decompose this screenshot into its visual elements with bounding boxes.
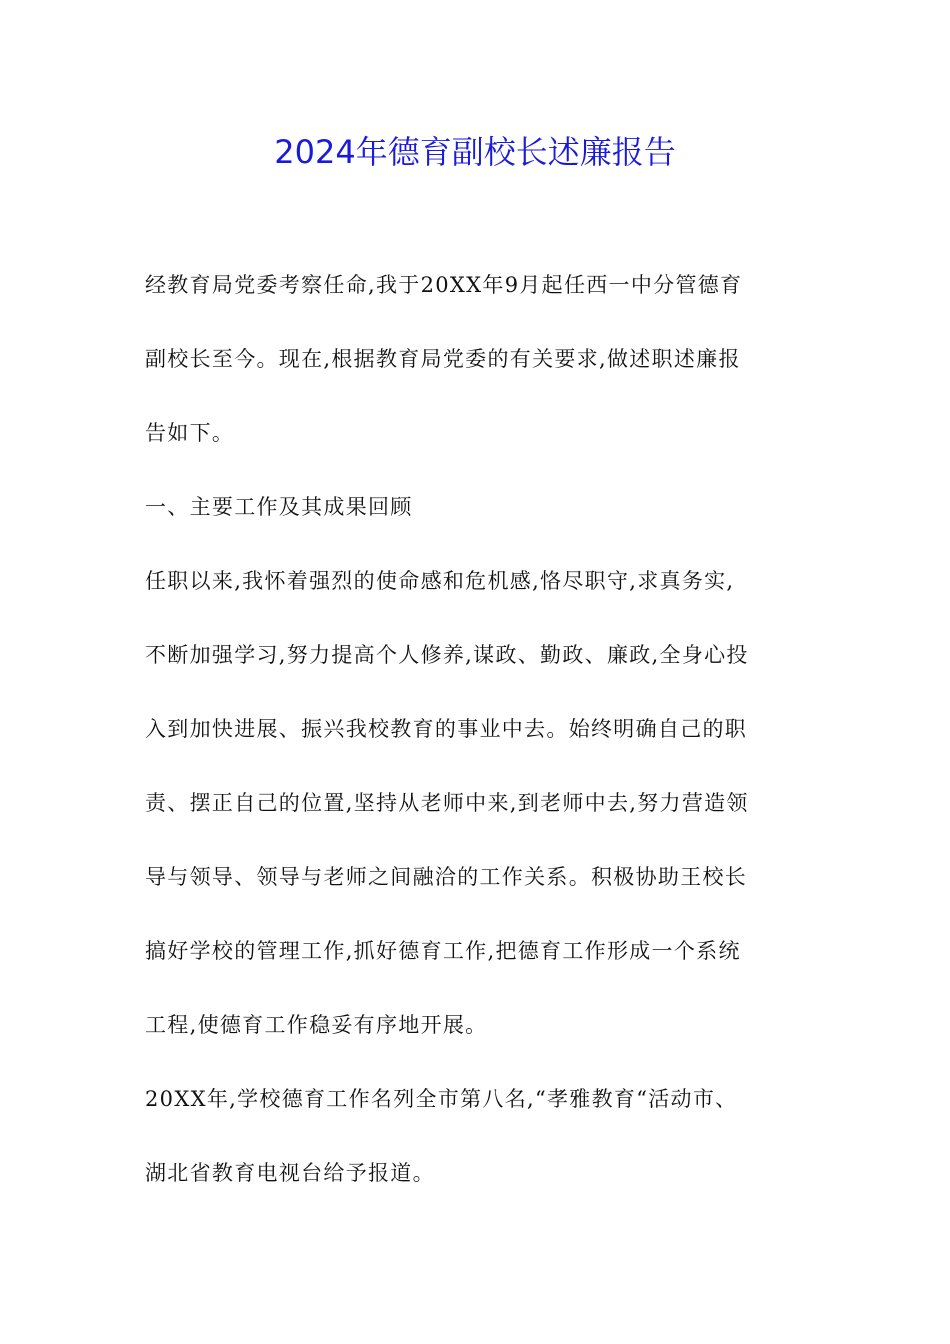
text-line: 工程,使德育工作稳妥有序地开展。 bbox=[145, 1013, 488, 1037]
text-line: 搞好学校的管理工作,抓好德育工作,把德育工作形成一个系统 bbox=[145, 939, 741, 963]
text-line: 副校长至今。现在,根据教育局党委的有关要求,做述职述廉报 bbox=[145, 347, 741, 371]
text-line: 任职以来,我怀着强烈的使命感和危机感,恪尽职守,求真务实, bbox=[145, 569, 735, 593]
document-title: 2024年德育副校长述廉报告 bbox=[274, 133, 676, 171]
text-line: 告如下。 bbox=[145, 421, 235, 445]
text-line: 湖北省教育电视台给予报道。 bbox=[145, 1161, 435, 1185]
text-line: 入到加快进展、振兴我校教育的事业中去。始终明确自己的职 bbox=[145, 717, 748, 741]
paragraph-achievements bbox=[145, 1062, 825, 1210]
section-heading bbox=[145, 470, 825, 544]
text-line: 一、主要工作及其成果回顾 bbox=[145, 495, 413, 519]
paragraph-work-review bbox=[145, 544, 825, 1062]
text-line: 责、摆正自己的位置,坚持从老师中来,到老师中去,努力营造领 bbox=[145, 791, 749, 815]
document-body bbox=[145, 248, 825, 1210]
paragraph-appointment bbox=[145, 248, 825, 470]
text-line: 经教育局党委考察任命,我于20XX年9月起任西一中分管德育 bbox=[145, 273, 743, 297]
text-line: 20XX年,学校德育工作名列全市第八名,“孝雅教育“活动市、 bbox=[145, 1087, 738, 1111]
text-line: 不断加强学习,努力提高个人修养,谋政、勤政、廉政,全身心投 bbox=[145, 643, 749, 667]
text-line: 导与领导、领导与老师之间融洽的工作关系。积极协助王校长 bbox=[145, 865, 748, 889]
